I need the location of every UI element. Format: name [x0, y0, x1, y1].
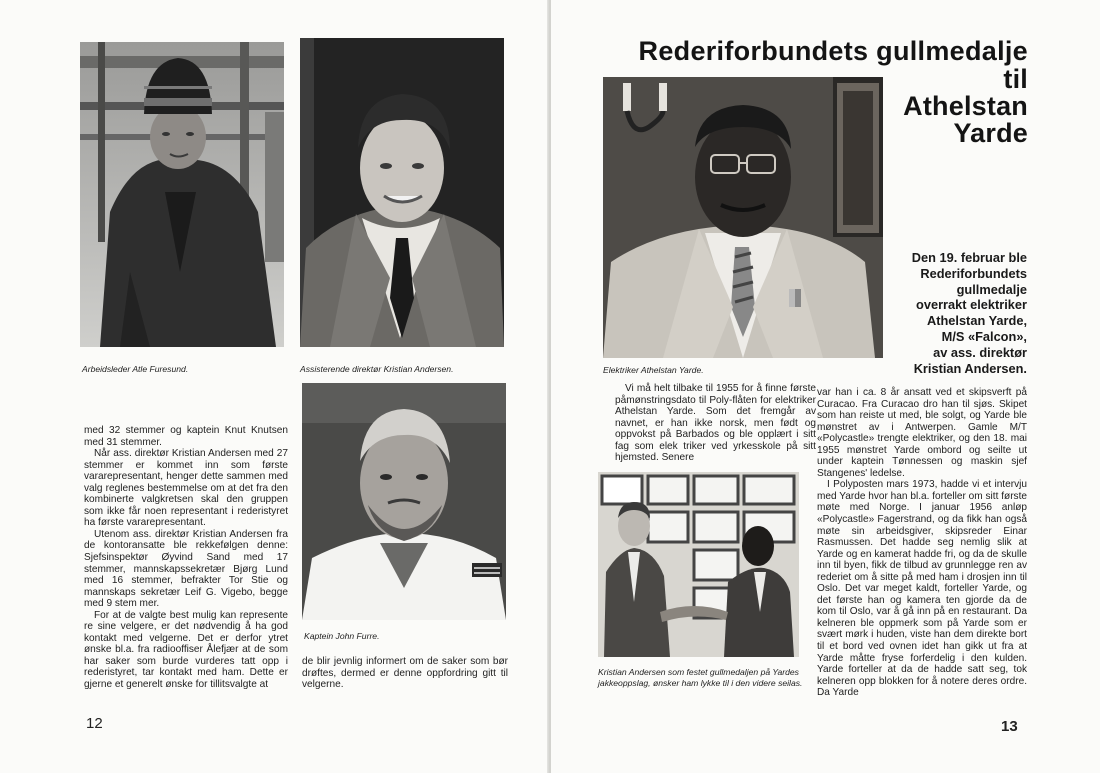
text-line: fryse forferdelig i den kulden. Yarde forteller [817, 652, 1027, 676]
text-line: 27 stemmer er kommet inn som første vararepresentant, henger dette sammen med valg [84, 448, 288, 494]
text-line: For at de valgte best mulig kan represente [94, 609, 288, 621]
text-line: forteller Yarde, og det første han og kamera [817, 583, 1027, 606]
text-line: mer. [139, 598, 160, 610]
caption-line: Kristian Andersen som festet gullmedaljen på Yardes [598, 667, 799, 677]
text-line: Yarde og en kamerat hadde fri, og da de [817, 548, 1002, 560]
photo-foreman [80, 42, 284, 347]
text-line: viste han dem direkte bort til et bord ved [817, 629, 1027, 653]
photo-athelstan-yarde [603, 77, 883, 358]
paragraph [84, 529, 288, 610]
text-line: gjerne et generelt ønske for tillitsvalgte at [84, 679, 269, 691]
text-line: påmønstringsdato til Poly-flåten for elektriker [615, 394, 816, 406]
text-line: I Polyposten mars 1973, hadde vi et intervju [827, 479, 1027, 491]
text-line: reglenes bestemmelse om at det fra den [105, 482, 288, 494]
paragraph [817, 387, 1027, 479]
text-line: seilte ut under kaptein Tønnessen og maskin [817, 444, 1028, 468]
paragraph [84, 448, 288, 529]
text-line: Utenom ass. direktør Kristian Andersen fra [94, 528, 288, 540]
text-line: drøftes, dermed er denne oppfordring gitt til [302, 667, 508, 679]
lead-line: Den 19. februar ble [911, 250, 1027, 265]
text-line: Vi må helt tilbake til 1955 for å finne første [625, 383, 816, 394]
caption-foreman: Arbeidsleder Atle Furesund. [82, 364, 189, 374]
headline-line: til [1003, 64, 1028, 94]
text-line: M/T «Polycastle» trengte elektriker, og den [817, 421, 1027, 445]
left-text-column-2 [302, 656, 508, 691]
text-line: ten gjorde da de kom til Oslo, var å gå inn [817, 594, 1027, 618]
text-line: triker ved yrkesskole på sitt hjemsted. Senere [615, 440, 816, 464]
text-line: Når ass. direktør Kristian Andersen med [94, 448, 277, 460]
text-line: ønske bl.a. fra radiooffiser Ålefjær at de som [84, 644, 288, 656]
text-line: er han ikke norsk, men født og oppvokst på [615, 417, 816, 441]
text-line: Skipet som han reiste ut med, ble solgt, og [817, 398, 1027, 422]
caption-handshake [598, 667, 802, 689]
headline-line: Rederiforbundets gullmedalje [638, 36, 1028, 66]
text-line: de blir jevnlig informert om de saker som bør [302, 656, 508, 667]
caption-kristian-andersen: Assisterende direktør Kristian Andersen. [300, 364, 454, 374]
right-text-column-2 [817, 387, 1027, 699]
page-number-right: 13 [1001, 718, 1018, 735]
text-line: at da de hadde satt seg, tok kelneren opp [817, 664, 1027, 687]
photo-captain-furre [302, 383, 506, 620]
caption-athelstan-yarde: Elektriker Athelstan Yarde. [603, 365, 704, 375]
paragraph [615, 383, 816, 464]
left-page [0, 0, 549, 773]
paragraph [84, 610, 288, 691]
page-number-left: 12 [86, 715, 103, 732]
text-line: skulle inn til byen, fikk de tilbud av grunnlegge [817, 548, 1027, 572]
text-line: drosjen inn til Oslo. Det var meget kaldt, [817, 571, 1027, 595]
text-line: mannskapssekretær Bjørg Lund med 16 [84, 563, 288, 587]
lead-line: av ass. direktør [933, 344, 1027, 360]
text-line: var han i ca. 8 år ansatt ved et skipsverft [817, 387, 1016, 398]
text-line: stemmer, befrakter Tor Stie og mannskaps [84, 575, 288, 598]
text-line: med 32 stemmer og kaptein Knut Knutsen [84, 425, 288, 436]
text-line: «Polycastle» Fagerstrand, og da fikk han [817, 514, 1006, 526]
text-line: også møte sin arbeidsgiver, skipsreder Einar [817, 514, 1027, 537]
text-line: Barbados og ble opplært i sitt fag som elek [615, 429, 816, 452]
text-line: Sjefsinspektør Øyvind Sand med 17 stemmer, [84, 552, 288, 575]
text-line: på en restaurant. Da kelneren ble oppmerk [817, 606, 1027, 629]
text-line: sekretær Leif G. Vigebo, begge med 9 stem [84, 586, 288, 610]
caption-captain-furre: Kaptein John Furre. [304, 631, 380, 641]
text-line: på Curacao. Fra Curacao dro han til sjøs. [817, 387, 1027, 410]
text-line: kombinerte valgkretsen skal den gruppen [84, 494, 288, 506]
caption-line: jakkeoppslag, ønsker ham lykke til i den videre seilas. [598, 678, 803, 688]
text-line: 18. mai 1955 mønstret Yarde ombord og [817, 433, 1027, 456]
text-line: de kontoransatte ble rekkefølgen denne: [84, 540, 288, 552]
text-line: re sine velgere, er det nødvendig å ha god [84, 621, 288, 633]
lead-line: gullmedalje [956, 281, 1027, 297]
text-line: sjef Stangenes' ledelse. [817, 456, 1027, 479]
lead-line: Athelstan Yarde, [926, 313, 1027, 329]
lead-line: overrakt elektriker [916, 297, 1027, 313]
text-line: har saker som burde vurderes tatt opp i [84, 655, 288, 667]
paragraph [302, 656, 508, 691]
text-line: ren av rederiet om å sitte på med ham i [817, 560, 1027, 583]
text-line: med Yarde hvor han bl.a. forteller om sitt [817, 490, 1002, 502]
text-line: rederistyret, tar kontakt med ham. Dette er [84, 667, 288, 679]
article-lead [869, 250, 1027, 376]
photo-kristian-andersen [300, 38, 504, 347]
text-line: Yarde ble mønstret av i Antwerpen. Gamle [817, 410, 1027, 433]
text-line: ovnen idet han gikk ut fra at Yarde måtte [817, 641, 1027, 664]
headline-line: Athelstan [903, 91, 1028, 121]
text-line: som ikke får noen representant i rederistyret [84, 505, 288, 517]
text-line: første møte med Norge. I januar 1956 anløp [817, 490, 1028, 514]
text-line: kontakt med velgerne. Det er derfor ytret [84, 632, 288, 644]
lead-line: Kristian Andersen. [913, 360, 1027, 376]
text-line: Rasmussen. Det hadde seg nemlig slik at [817, 537, 1027, 549]
right-text-column-1 [615, 383, 816, 464]
headline-line: Yarde [953, 118, 1028, 148]
paragraph [817, 479, 1027, 698]
text-line: med 31 stemmer. [84, 436, 162, 448]
lead-line: Rederiforbundets [920, 265, 1027, 281]
left-text-column-1 [84, 425, 288, 691]
text-line: Athelstan Yarde. Som det fremgår av navnet, [615, 406, 816, 429]
photo-medal-handshake [598, 472, 799, 657]
text-line: blokken for å notere deres ordre. Da Yarde [817, 675, 1027, 699]
lead-line: M/S «Falcon», [941, 328, 1027, 344]
right-page [551, 0, 1100, 773]
paragraph [84, 425, 288, 448]
text-line: som på Yarde som er svært mørk i huden, [817, 617, 1027, 641]
text-line: ha første vararepresentant. [84, 517, 206, 529]
text-line: velgerne. [302, 679, 344, 691]
